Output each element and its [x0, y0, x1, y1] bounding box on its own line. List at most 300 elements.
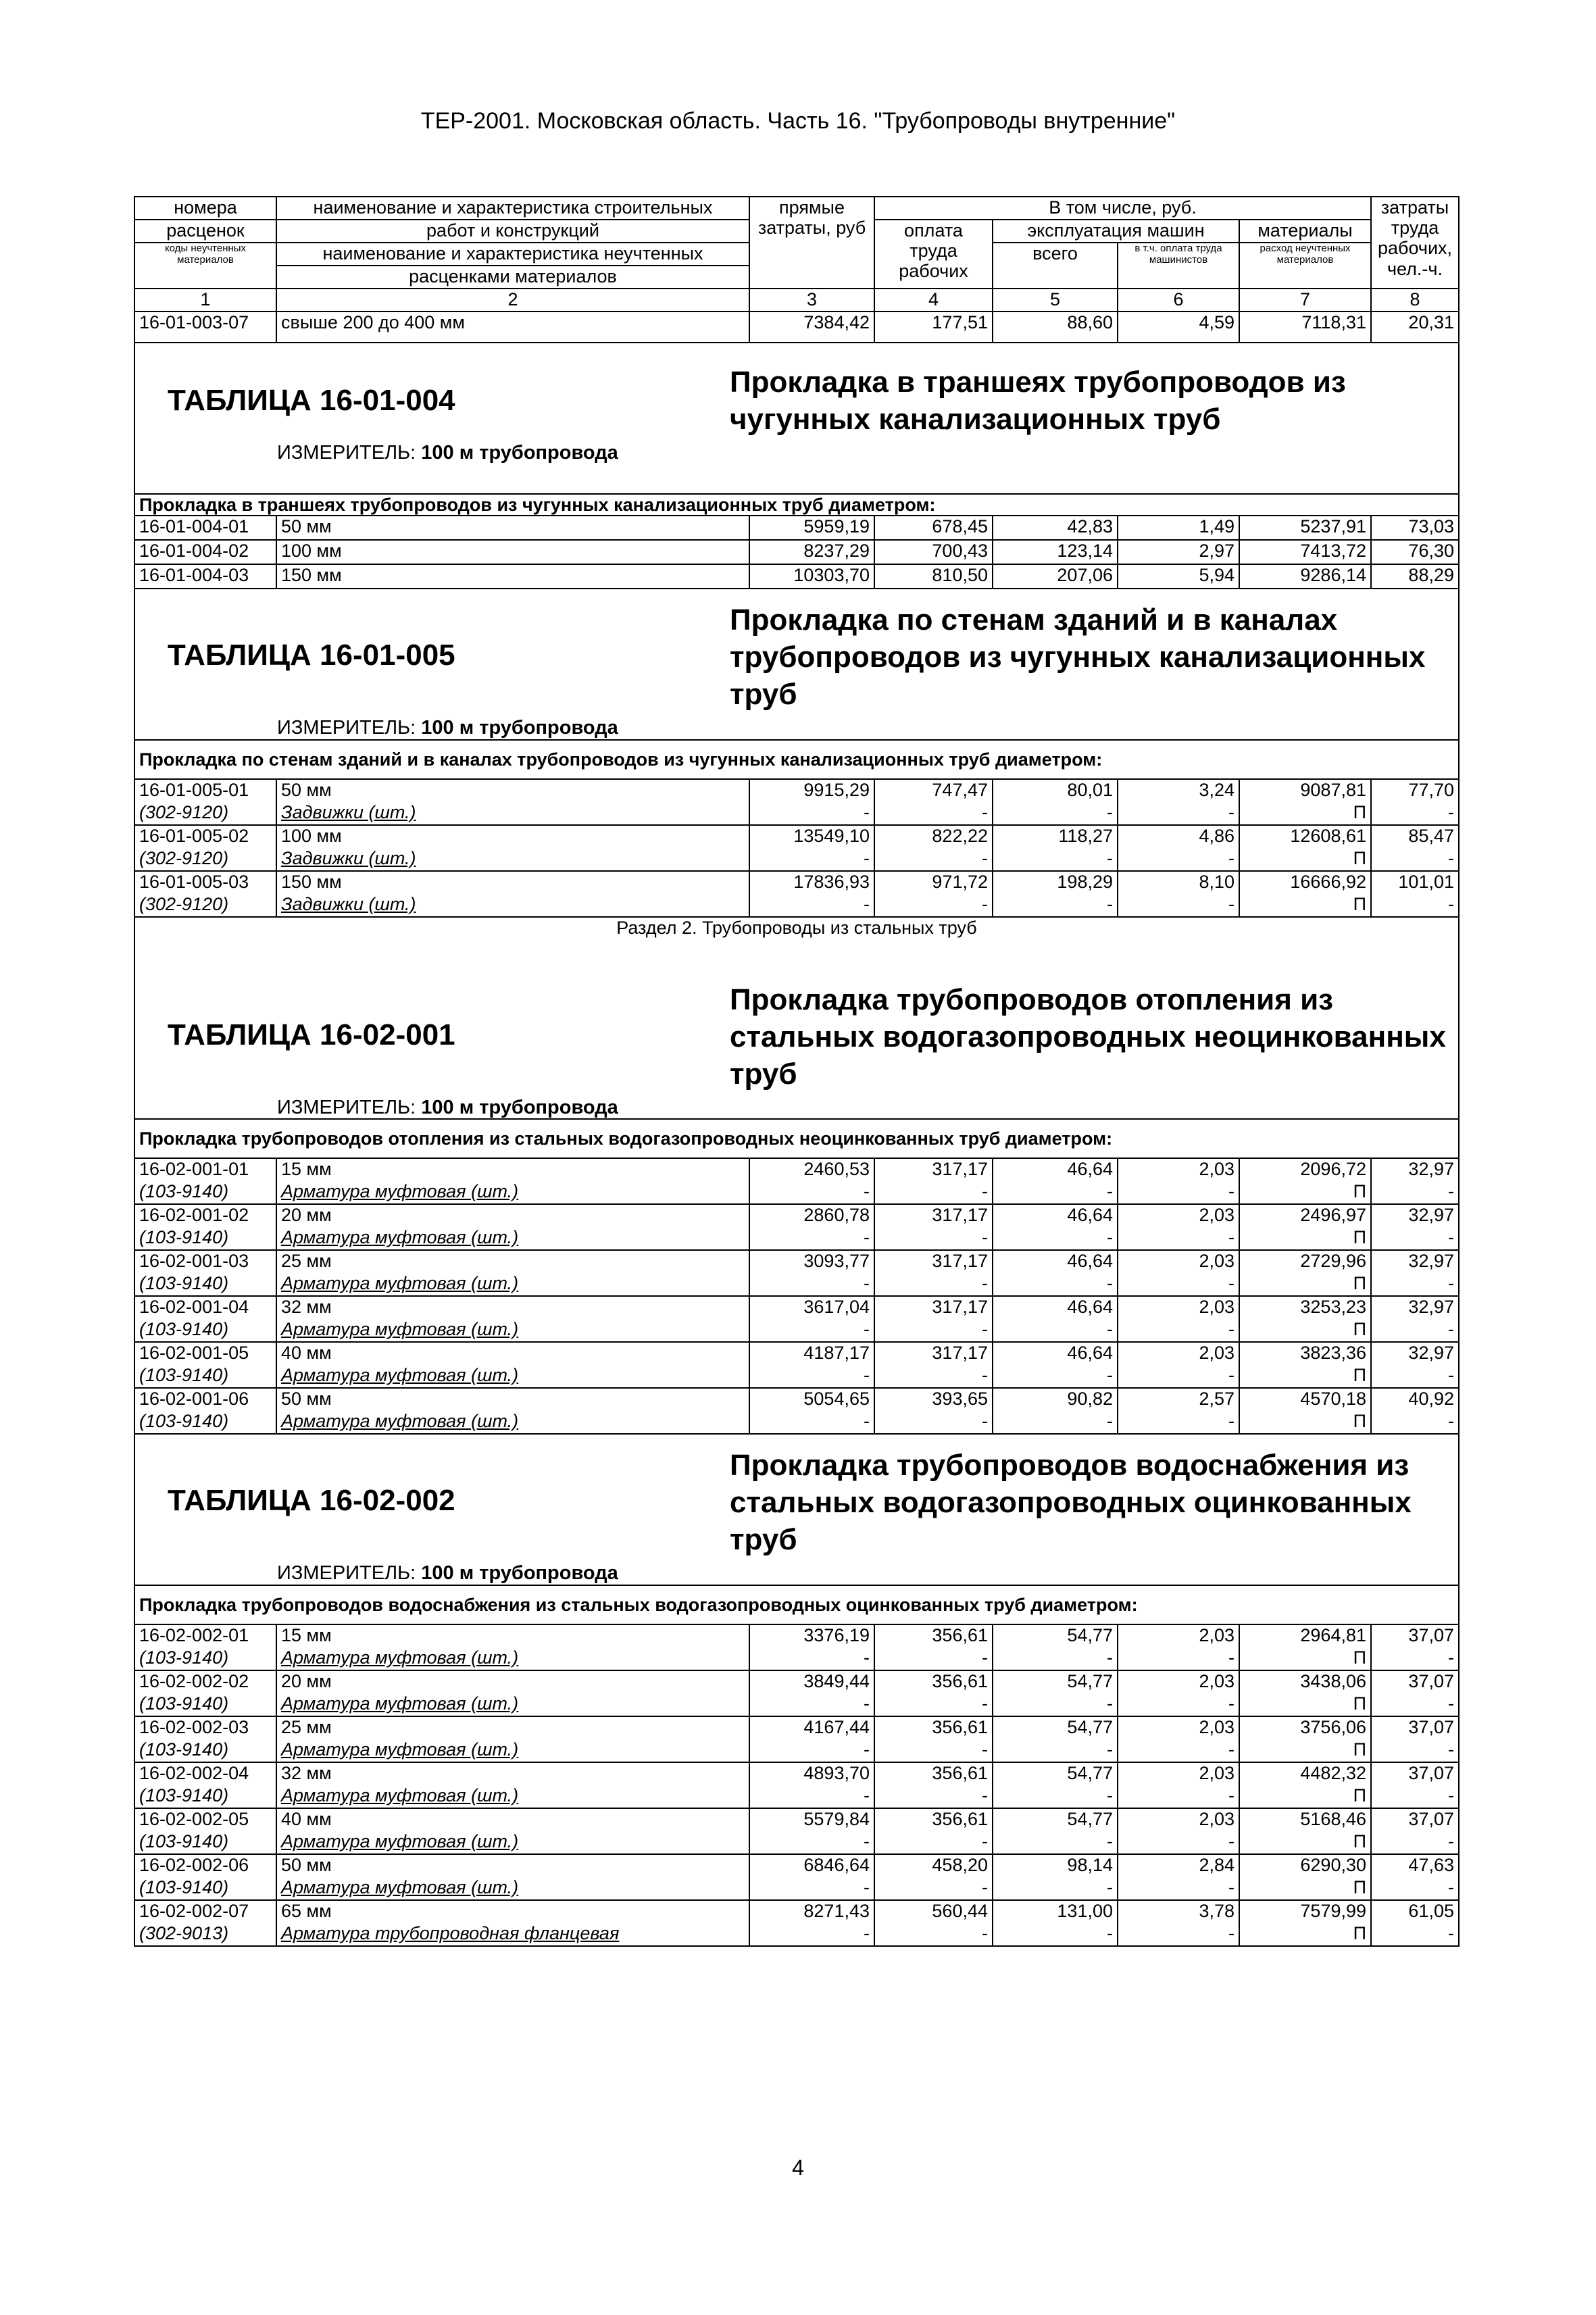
cell-col-1: (103-9140) [134, 1411, 276, 1434]
cell-col-6: 3,78 [1118, 1900, 1239, 1923]
cell-col-5: - [993, 1319, 1118, 1342]
cell-col-3: - [749, 1647, 874, 1670]
table-row [134, 1158, 1459, 1181]
cell-col-2: Арматура муфтовая (шт.) [276, 1319, 749, 1342]
cell-col-1: 16-02-002-03 [134, 1716, 276, 1739]
cell-col-4: - [874, 1923, 993, 1946]
cell-col-2: Задвижки (шт.) [276, 894, 749, 917]
cell-col-7: 5168,46 [1239, 1808, 1371, 1831]
cell-col-5: - [993, 1739, 1118, 1762]
table-row [134, 1624, 1459, 1647]
cell-col-4: 822,22 [874, 825, 993, 848]
cell-col-8: 73,03 [1371, 516, 1459, 540]
cell-col-5: - [993, 1365, 1118, 1388]
cell-col-7: 3438,06 [1239, 1670, 1371, 1693]
table-row-material [134, 1923, 1459, 1946]
cell-col-1: (103-9140) [134, 1319, 276, 1342]
cell-col-6: - [1118, 1785, 1239, 1808]
cell-col-2: Арматура муфтовая (шт.) [276, 1693, 749, 1716]
cell-col-4: 177,51 [874, 312, 993, 343]
cell-col-1: 16-02-002-06 [134, 1854, 276, 1877]
cell-col-6: 2,03 [1118, 1762, 1239, 1785]
cell-col-3: 10303,70 [749, 564, 874, 589]
cell-col-6: - [1118, 1227, 1239, 1250]
cell-col-2: 100 мм [276, 825, 749, 848]
cell-col-5: - [993, 848, 1118, 871]
cell-col-6: 2,03 [1118, 1808, 1239, 1831]
cell-col-8: 37,07 [1371, 1670, 1459, 1693]
cell-col-2: 20 мм [276, 1204, 749, 1227]
cell-col-4: 971,72 [874, 871, 993, 894]
table-row-material [134, 1181, 1459, 1204]
cell-col-7: П [1239, 1693, 1371, 1716]
cell-col-3: - [749, 1319, 874, 1342]
cell-col-1: (103-9140) [134, 1877, 276, 1900]
cell-col-3: 8237,29 [749, 540, 874, 564]
cell-col-7: 7118,31 [1239, 312, 1371, 343]
hdr-c3: прямые затраты, руб [749, 197, 874, 289]
measure-label: ИЗМЕРИТЕЛЬ: [277, 442, 416, 464]
cell-col-4: - [874, 1785, 993, 1808]
cell-col-2: 50 мм [276, 1854, 749, 1877]
cell-col-2: Арматура муфтовая (шт.) [276, 1181, 749, 1204]
cell-col-2: 50 мм [276, 779, 749, 802]
measure-line [135, 1097, 1458, 1118]
cell-col-2: 40 мм [276, 1342, 749, 1365]
cell-col-7: П [1239, 894, 1371, 917]
cell-col-5: 54,77 [993, 1670, 1118, 1693]
table-row-material [134, 1319, 1459, 1342]
cell-col-4: 317,17 [874, 1250, 993, 1273]
cell-col-4: - [874, 1411, 993, 1434]
cell-col-1: 16-01-005-01 [134, 779, 276, 802]
table-row-material [134, 1785, 1459, 1808]
cell-col-6: 2,03 [1118, 1624, 1239, 1647]
cell-col-2: 20 мм [276, 1670, 749, 1693]
cell-col-5: - [993, 1693, 1118, 1716]
cell-col-2: Задвижки (шт.) [276, 802, 749, 825]
cell-col-3: 4893,70 [749, 1762, 874, 1785]
cell-col-7: 3823,36 [1239, 1342, 1371, 1365]
cell-col-7: 2096,72 [1239, 1158, 1371, 1181]
table-heading-row [134, 969, 1459, 1119]
cell-col-3: 8271,43 [749, 1900, 874, 1923]
cell-col-2: 15 мм [276, 1158, 749, 1181]
cell-col-5: 54,77 [993, 1624, 1118, 1647]
hdr-num-1: 1 [134, 289, 276, 312]
cell-col-8: 37,07 [1371, 1716, 1459, 1739]
hdr-c7: расход неучтенных материалов [1239, 243, 1371, 289]
hdr-num-8: 8 [1371, 289, 1459, 312]
table-row [134, 1250, 1459, 1273]
cell-col-1: 16-01-003-07 [134, 312, 276, 343]
table-row [134, 564, 1459, 589]
cell-col-7: 3756,06 [1239, 1716, 1371, 1739]
cell-col-7: 5237,91 [1239, 516, 1371, 540]
cell-col-2: 25 мм [276, 1250, 749, 1273]
table-title: Прокладка по стенам зданий и в каналах трубопроводов из чугунных канализационных труб [730, 603, 1426, 712]
cell-col-1: (103-9140) [134, 1647, 276, 1670]
cell-col-4: 700,43 [874, 540, 993, 564]
price-table [134, 196, 1460, 1947]
cell-col-4: 356,61 [874, 1716, 993, 1739]
cell-col-4: - [874, 1693, 993, 1716]
cell-col-7: 9286,14 [1239, 564, 1371, 589]
hdr-c8: затраты труда рабочих, чел.-ч. [1371, 197, 1459, 289]
cell-col-5: - [993, 1877, 1118, 1900]
cell-col-3: - [749, 1831, 874, 1854]
measure-label: ИЗМЕРИТЕЛЬ: [277, 1562, 416, 1585]
table-row-material [134, 848, 1459, 871]
hdr-num-2: 2 [276, 289, 749, 312]
cell-col-1: 16-02-001-04 [134, 1296, 276, 1319]
cell-col-5: 207,06 [993, 564, 1118, 589]
measure-line [135, 442, 1458, 464]
subheading-row [134, 494, 1459, 516]
cell-col-7: П [1239, 1877, 1371, 1900]
cell-col-1: (103-9140) [134, 1181, 276, 1204]
cell-col-2: 65 мм [276, 1900, 749, 1923]
cell-col-7: 2496,97 [1239, 1204, 1371, 1227]
cell-col-4: - [874, 1227, 993, 1250]
table-row-material [134, 1273, 1459, 1296]
table-row [134, 1716, 1459, 1739]
cell-col-1: 16-02-002-04 [134, 1762, 276, 1785]
cell-col-8: 101,01 [1371, 871, 1459, 894]
cell-col-7: П [1239, 1273, 1371, 1296]
cell-col-5: 46,64 [993, 1204, 1118, 1227]
cell-col-7: П [1239, 1647, 1371, 1670]
cell-col-7: 16666,92 [1239, 871, 1371, 894]
cell-col-8: - [1371, 1227, 1459, 1250]
cell-col-8: - [1371, 1181, 1459, 1204]
cell-col-4: 810,50 [874, 564, 993, 589]
table-row [134, 825, 1459, 848]
cell-col-1: (103-9140) [134, 1365, 276, 1388]
cell-col-8: - [1371, 1923, 1459, 1946]
cell-col-3: 3376,19 [749, 1624, 874, 1647]
table-heading [134, 589, 1459, 739]
cell-col-7: П [1239, 1739, 1371, 1762]
cell-col-4: 317,17 [874, 1158, 993, 1181]
cell-col-4: 317,17 [874, 1342, 993, 1365]
cell-col-8: 37,07 [1371, 1624, 1459, 1647]
cell-col-1: 16-01-004-01 [134, 516, 276, 540]
cell-col-5: 123,14 [993, 540, 1118, 564]
cell-col-6: 2,84 [1118, 1854, 1239, 1877]
cell-col-6: - [1118, 802, 1239, 825]
cell-col-3: 3617,04 [749, 1296, 874, 1319]
cell-col-2: Арматура муфтовая (шт.) [276, 1227, 749, 1250]
hdr-num-5: 5 [993, 289, 1118, 312]
cell-col-8: 37,07 [1371, 1762, 1459, 1785]
table-row [134, 1808, 1459, 1831]
cell-col-1: 16-02-001-03 [134, 1250, 276, 1273]
measure-line [135, 717, 1458, 739]
cell-col-1: 16-01-005-02 [134, 825, 276, 848]
subheading-row [134, 1585, 1459, 1624]
cell-col-3: - [749, 1411, 874, 1434]
table-body [134, 312, 1459, 1946]
cell-col-6: 2,03 [1118, 1716, 1239, 1739]
hdr-c1c: коды неучтенных материалов [134, 243, 276, 289]
subheading-row [134, 1119, 1459, 1158]
cell-col-5: 46,64 [993, 1296, 1118, 1319]
table-heading [134, 351, 1459, 494]
table-row [134, 1900, 1459, 1923]
cell-col-8: - [1371, 1365, 1459, 1388]
cell-col-4: - [874, 802, 993, 825]
spacer [134, 343, 1459, 351]
cell-col-3: 6846,64 [749, 1854, 874, 1877]
cell-col-8: 61,05 [1371, 1900, 1459, 1923]
cell-col-3: - [749, 1739, 874, 1762]
table-heading-row [134, 1434, 1459, 1585]
cell-col-7: П [1239, 1181, 1371, 1204]
table-row [134, 1670, 1459, 1693]
cell-col-4: - [874, 894, 993, 917]
cell-col-5: 46,64 [993, 1250, 1118, 1273]
hdr-c1b: расценок [134, 220, 276, 243]
table-number: ТАБЛИЦА 16-02-001 [168, 1018, 455, 1051]
cell-col-5: 131,00 [993, 1900, 1118, 1923]
hdr-c2c: наименование и характеристика неучтенных [276, 243, 749, 266]
cell-col-8: 20,31 [1371, 312, 1459, 343]
cell-col-2: свыше 200 до 400 мм [276, 312, 749, 343]
cell-col-1: 16-01-004-02 [134, 540, 276, 564]
table-row-material [134, 1365, 1459, 1388]
hdr-c5: всего [993, 243, 1118, 289]
cell-col-4: 317,17 [874, 1204, 993, 1227]
cell-col-5: 42,83 [993, 516, 1118, 540]
cell-col-3: - [749, 1273, 874, 1296]
cell-col-5: 90,82 [993, 1388, 1118, 1411]
cell-col-8: 37,07 [1371, 1808, 1459, 1831]
section-row [134, 917, 1459, 969]
table-row-material [134, 1831, 1459, 1854]
table-row [134, 1388, 1459, 1411]
cell-col-2: 32 мм [276, 1296, 749, 1319]
cell-col-6: 1,49 [1118, 516, 1239, 540]
table-row-material [134, 1411, 1459, 1434]
cell-col-6: - [1118, 1693, 1239, 1716]
cell-col-3: 17836,93 [749, 871, 874, 894]
hdr-incl: В том числе, руб. [874, 197, 1371, 220]
cell-col-1: (103-9140) [134, 1785, 276, 1808]
cell-col-3: - [749, 802, 874, 825]
table-row [134, 1342, 1459, 1365]
cell-col-2: 15 мм [276, 1624, 749, 1647]
cell-col-1: 16-02-001-05 [134, 1342, 276, 1365]
cell-col-2: Арматура муфтовая (шт.) [276, 1411, 749, 1434]
cell-col-8: - [1371, 894, 1459, 917]
cell-col-3: - [749, 848, 874, 871]
cell-col-5: - [993, 1785, 1118, 1808]
subheading: Прокладка в траншеях трубопроводов из чугунных канализационных труб диаметром: [134, 494, 1459, 516]
cell-col-3: 5959,19 [749, 516, 874, 540]
cell-col-2: 25 мм [276, 1716, 749, 1739]
cell-col-8: - [1371, 1273, 1459, 1296]
subheading: Прокладка по стенам зданий и в каналах трубопроводов из чугунных канализационных труб диаметром: [134, 740, 1459, 779]
cell-col-5: - [993, 802, 1118, 825]
cell-col-3: 5579,84 [749, 1808, 874, 1831]
cell-col-3: 2460,53 [749, 1158, 874, 1181]
cell-col-8: 32,97 [1371, 1296, 1459, 1319]
cell-col-5: - [993, 1647, 1118, 1670]
measure-label: ИЗМЕРИТЕЛЬ: [277, 717, 416, 739]
cell-col-4: - [874, 1365, 993, 1388]
section-heading: Раздел 2. Трубопроводы из стальных труб [134, 917, 1459, 969]
cell-col-2: 150 мм [276, 564, 749, 589]
cell-col-5: 54,77 [993, 1808, 1118, 1831]
cell-col-5: - [993, 1227, 1118, 1250]
measure-value: 100 м трубопровода [421, 442, 618, 464]
cell-col-1: (103-9140) [134, 1227, 276, 1250]
cell-col-1: 16-02-001-01 [134, 1158, 276, 1181]
cell-col-8: - [1371, 802, 1459, 825]
table-title: Прокладка трубопроводов отопления из стальных водогазопроводных неоцинкованных труб [730, 982, 1446, 1091]
table-row [134, 540, 1459, 564]
cell-col-6: 8,10 [1118, 871, 1239, 894]
cell-col-7: 7579,99 [1239, 1900, 1371, 1923]
cell-col-1: 16-02-001-06 [134, 1388, 276, 1411]
cell-col-1: 16-02-001-02 [134, 1204, 276, 1227]
cell-col-7: П [1239, 1319, 1371, 1342]
cell-col-6: - [1118, 1831, 1239, 1854]
cell-col-4: 393,65 [874, 1388, 993, 1411]
cell-col-8: 40,92 [1371, 1388, 1459, 1411]
table-row-material [134, 802, 1459, 825]
cell-col-7: 9087,81 [1239, 779, 1371, 802]
table-row-material [134, 1877, 1459, 1900]
table-title: Прокладка трубопроводов водоснабжения из стальных водогазопроводных оцинкованных труб [730, 1449, 1412, 1557]
hdr-c6: в т.ч. оплата труда машинистов [1118, 243, 1239, 289]
cell-col-8: - [1371, 1785, 1459, 1808]
cell-col-4: 678,45 [874, 516, 993, 540]
hdr-c1a: номера [134, 197, 276, 220]
cell-col-6: 2,03 [1118, 1670, 1239, 1693]
cell-col-8: - [1371, 848, 1459, 871]
cell-col-4: - [874, 848, 993, 871]
cell-col-4: - [874, 1739, 993, 1762]
subheading: Прокладка трубопроводов водоснабжения из стальных водогазопроводных оцинкованных труб диаметром: [134, 1585, 1459, 1624]
cell-col-1: (302-9013) [134, 1923, 276, 1946]
cell-col-8: - [1371, 1319, 1459, 1342]
cell-col-8: 32,97 [1371, 1250, 1459, 1273]
hdr-c4: оплата труда рабочих [874, 220, 993, 289]
cell-col-2: Задвижки (шт.) [276, 848, 749, 871]
cell-col-8: 32,97 [1371, 1158, 1459, 1181]
cell-col-5: - [993, 1273, 1118, 1296]
cell-col-7: 12608,61 [1239, 825, 1371, 848]
cell-col-1: (302-9120) [134, 802, 276, 825]
cell-col-8: - [1371, 1877, 1459, 1900]
page-title: ТЕР-2001. Московская область. Часть 16. "Трубопроводы внутренние" [420, 108, 1176, 134]
cell-col-3: - [749, 894, 874, 917]
cell-col-6: - [1118, 1647, 1239, 1670]
table-row [134, 1204, 1459, 1227]
subheading-row [134, 740, 1459, 779]
cell-col-7: П [1239, 1227, 1371, 1250]
table-row [134, 516, 1459, 540]
cell-col-3: 3093,77 [749, 1250, 874, 1273]
cell-col-7: П [1239, 848, 1371, 871]
cell-col-6: - [1118, 1365, 1239, 1388]
table-heading [134, 1434, 1459, 1585]
cell-col-2: 100 мм [276, 540, 749, 564]
table-header [134, 197, 1459, 312]
cell-col-3: 3849,44 [749, 1670, 874, 1693]
cell-col-3: - [749, 1693, 874, 1716]
hdr-c2a: наименование и характеристика строительных [276, 197, 749, 220]
cell-col-8: 76,30 [1371, 540, 1459, 564]
table-row [134, 1854, 1459, 1877]
subheading: Прокладка трубопроводов отопления из стальных водогазопроводных неоцинкованных труб диаметром: [134, 1119, 1459, 1158]
cell-col-6: - [1118, 1923, 1239, 1946]
cell-col-6: 5,94 [1118, 564, 1239, 589]
cell-col-3: 5054,65 [749, 1388, 874, 1411]
cell-col-2: 40 мм [276, 1808, 749, 1831]
hdr-c2d: расценками материалов [276, 266, 749, 289]
cell-col-5: - [993, 1411, 1118, 1434]
cell-col-3: - [749, 1923, 874, 1946]
cell-col-5: 98,14 [993, 1854, 1118, 1877]
cell-col-8: - [1371, 1831, 1459, 1854]
cell-col-2: Арматура муфтовая (шт.) [276, 1739, 749, 1762]
cell-col-1: (103-9140) [134, 1739, 276, 1762]
cell-col-5: - [993, 894, 1118, 917]
cell-col-4: 317,17 [874, 1296, 993, 1319]
cell-col-2: 50 мм [276, 1388, 749, 1411]
table-row-material [134, 894, 1459, 917]
cell-col-3: 2860,78 [749, 1204, 874, 1227]
table-title: Прокладка в траншеях трубопроводов из чугунных канализационных труб [730, 366, 1346, 436]
cell-col-7: П [1239, 1785, 1371, 1808]
cell-col-5: - [993, 1923, 1118, 1946]
table-number: ТАБЛИЦА 16-01-005 [168, 639, 455, 672]
cell-col-1: (103-9140) [134, 1693, 276, 1716]
cell-col-5: - [993, 1831, 1118, 1854]
cell-col-2: Арматура муфтовая (шт.) [276, 1785, 749, 1808]
cell-col-7: 7413,72 [1239, 540, 1371, 564]
cell-col-3: 4167,44 [749, 1716, 874, 1739]
cell-col-8: - [1371, 1693, 1459, 1716]
cell-col-8: 77,70 [1371, 779, 1459, 802]
cell-col-4: - [874, 1877, 993, 1900]
table-row [134, 779, 1459, 802]
table-row [134, 1762, 1459, 1785]
table-row [134, 871, 1459, 894]
cell-col-1: (103-9140) [134, 1273, 276, 1296]
cell-col-7: П [1239, 1365, 1371, 1388]
cell-col-5: 118,27 [993, 825, 1118, 848]
cell-col-4: 356,61 [874, 1624, 993, 1647]
cell-col-2: Арматура муфтовая (шт.) [276, 1365, 749, 1388]
cell-col-7: П [1239, 1411, 1371, 1434]
cell-col-6: - [1118, 1739, 1239, 1762]
cell-col-8: 32,97 [1371, 1204, 1459, 1227]
cell-col-4: - [874, 1273, 993, 1296]
cell-col-6: 2,03 [1118, 1250, 1239, 1273]
cell-col-3: 4187,17 [749, 1342, 874, 1365]
table-row-material [134, 1739, 1459, 1762]
cell-col-3: - [749, 1181, 874, 1204]
table-heading-row [134, 351, 1459, 494]
cell-col-5: 198,29 [993, 871, 1118, 894]
cell-col-6: 3,24 [1118, 779, 1239, 802]
measure-value: 100 м трубопровода [421, 1096, 618, 1118]
cell-col-3: - [749, 1785, 874, 1808]
